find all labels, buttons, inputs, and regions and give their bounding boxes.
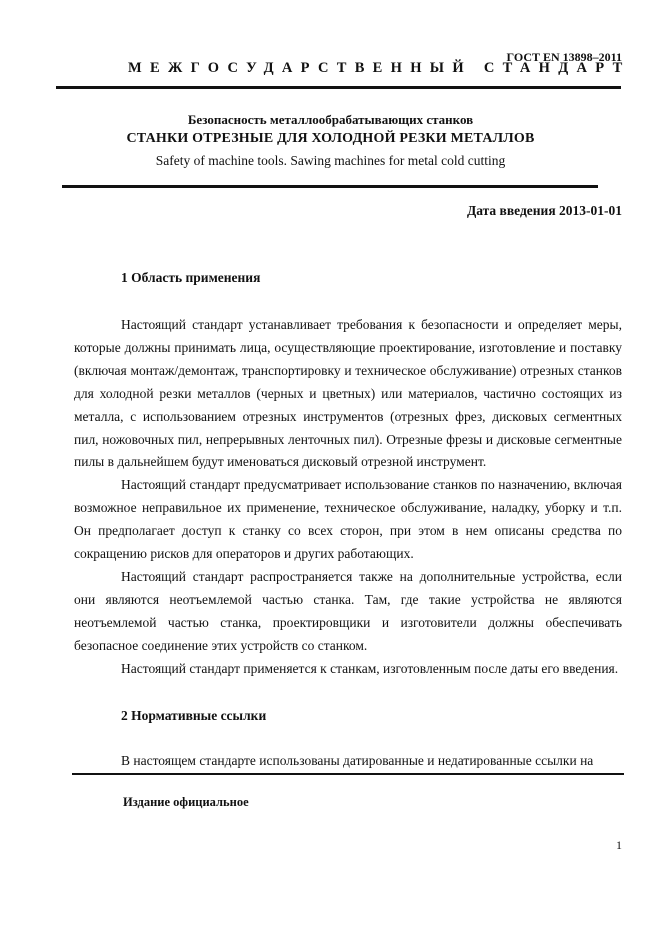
- standard-type-banner: МЕЖГОСУДАРСТВЕННЫЙ СТАНДАРТ: [128, 60, 631, 76]
- paragraph: Настоящий стандарт применяется к станкам, изготовленным после даты его введения.: [121, 660, 619, 676]
- title-divider: [62, 185, 598, 188]
- section-scope-body: [74, 314, 622, 681]
- title-subject: Безопасность металлообрабатывающих станков: [187, 112, 474, 127]
- document-title: СТАНКИ ОТРЕЗНЫЕ ДЛЯ ХОЛОДНОЙ РЕЗКИ МЕТАЛЛОВ: [126, 131, 535, 146]
- header-divider: [56, 86, 621, 89]
- standard-code: ГОСТ EN 13898–2011: [506, 50, 622, 64]
- paragraph: Настоящий стандарт распространяется также на дополнительные устройства, если они являются неотъемлемой частью станка. Там, где такие устройства не являются неотъемлемой частью станка, проектировщики и изготовители должны обеспечивать безопасное соединение этих устройств со станком.: [74, 568, 622, 653]
- paragraph: Настоящий стандарт устанавливает требования к безопасности и определяет меры, которые должны принимать лица, осуществляющие проектирование, изготовление и поставку (включая монтаж/демонтаж, транспортировку и техническое обслуживание) отрезных станков для холодной резки металлов (черных и цветных) или материалов, частично состоящих из металла, с использованием отрезных инструментов (отрезных фрез, дисковых сегментных пил, ножовочных пил, непрерывных ленточных пил). Отрезные фрезы и дисковые сегментные пилы в дальнейшем будут именоваться дисковый отрезной инструмент.: [74, 317, 622, 470]
- paragraph: Настоящий стандарт предусматривает использование станков по назначению, включая возможное неправильное их применение, техническое обслуживание, наладку, уборку и т.п. Он предполагает доступ к станку со всех сторон, при этом в нем описаны средства по сокращению рисков для операторов и других работающих.: [74, 477, 622, 562]
- section-heading-scope: 1 Область применения: [121, 270, 261, 285]
- title-english: Safety of machine tools. Sawing machines for metal cold cutting: [155, 153, 506, 168]
- introduction-date: Дата введения 2013-01-01: [466, 203, 622, 218]
- section-references-body: [74, 750, 622, 773]
- section-heading-references: 2 Нормативные ссылки: [121, 708, 267, 723]
- page-number: 1: [616, 838, 622, 852]
- official-edition-label: Издание официальное: [123, 795, 249, 809]
- footnote-divider: [72, 773, 624, 775]
- paragraph: В настоящем стандарте использованы датированные и недатированные ссылки на: [121, 753, 594, 768]
